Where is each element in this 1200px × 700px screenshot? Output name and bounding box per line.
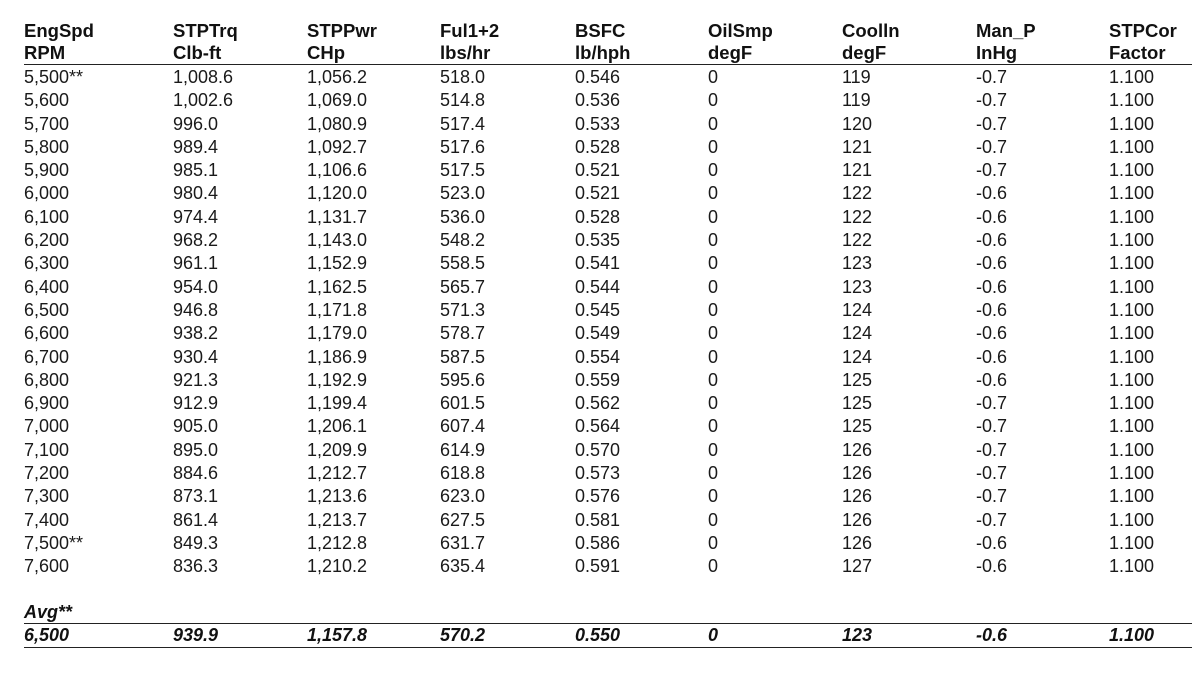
header-stptrq: STPTrq [173, 20, 238, 41]
table-cell: 6,400 [24, 276, 70, 297]
table-cell: 1.100 [1109, 276, 1155, 297]
unit-lbhph: lb/hph [575, 42, 631, 63]
table-cell: 921.3 [173, 369, 219, 390]
table-cell: 946.8 [173, 299, 219, 320]
table-cell: 1,212.7 [307, 463, 368, 484]
table-cell: 1.100 [1109, 393, 1155, 414]
table-cell: 514.8 [440, 90, 486, 111]
table-cell: 938.2 [173, 323, 219, 344]
table-row [24, 89, 1192, 112]
table-cell: 1.100 [1109, 253, 1155, 274]
table-row [24, 392, 1192, 415]
table-cell: 7,200 [24, 463, 70, 484]
table-cell: 6,100 [24, 206, 70, 227]
table-cell: -0.6 [976, 346, 1008, 367]
table-row [24, 439, 1192, 462]
table-cell: 0 [708, 346, 719, 367]
table-cell: 631.7 [440, 532, 486, 553]
table-cell: -0.6 [976, 276, 1008, 297]
table-cell: 121 [842, 160, 873, 181]
table-cell: 119 [842, 67, 871, 87]
table-cell: 126 [842, 463, 873, 484]
table-cell: 6,000 [24, 183, 70, 204]
table-cell: 124 [842, 323, 873, 344]
table-cell: 1,152.9 [307, 253, 368, 274]
table-cell: 119 [842, 90, 871, 111]
unit-rpm: RPM [24, 42, 66, 63]
header-bsfc: BSFC [575, 20, 626, 41]
table-cell: 558.5 [440, 253, 486, 274]
table-cell: 126 [842, 532, 873, 553]
table-row [24, 462, 1192, 485]
avg-cell: 939.9 [173, 624, 219, 645]
dyno-data-table [24, 20, 1192, 648]
table-cell: 1,192.9 [307, 369, 368, 390]
avg-cell: 123 [842, 624, 873, 645]
table-cell: 126 [842, 486, 873, 507]
table-cell: 5,900 [24, 160, 70, 181]
table-cell: -0.7 [976, 67, 1008, 87]
table-cell: 0.581 [575, 509, 621, 530]
table-cell: 0 [708, 416, 719, 437]
table-cell: 989.4 [173, 136, 219, 157]
table-cell: 7,300 [24, 486, 70, 507]
table-cell: 5,500** [24, 67, 84, 87]
table-cell: 0.549 [575, 323, 621, 344]
header-ful12: Ful1+2 [440, 20, 500, 41]
table-cell: 0.541 [575, 253, 621, 274]
table-cell: 1.100 [1109, 416, 1155, 437]
table-cell: 0.533 [575, 113, 621, 134]
table-cell: 6,700 [24, 346, 70, 367]
unit-inhg: InHg [976, 42, 1018, 63]
table-cell: 1.100 [1109, 486, 1155, 507]
table-row [24, 66, 1192, 89]
table-cell: -0.7 [976, 113, 1008, 134]
table-cell: 6,900 [24, 393, 70, 414]
table-cell: 0.536 [575, 90, 621, 111]
table-cell: 1,106.6 [307, 160, 368, 181]
table-cell: -0.6 [976, 183, 1008, 204]
table-cell: 578.7 [440, 323, 486, 344]
table-cell: 6,800 [24, 369, 70, 390]
table-cell: 0 [708, 276, 719, 297]
table-cell: 1,171.8 [307, 299, 368, 320]
avg-cell: 1.100 [1109, 624, 1155, 645]
table-cell: 1.100 [1109, 346, 1155, 367]
table-row [24, 113, 1192, 136]
table-cell: 523.0 [440, 183, 486, 204]
table-cell: 1,212.8 [307, 532, 368, 553]
table-cell: 607.4 [440, 416, 486, 437]
header-manp: Man_P [976, 20, 1036, 41]
table-cell: 0.544 [575, 276, 621, 297]
table-cell: -0.7 [976, 160, 1008, 181]
table-cell: 1.100 [1109, 369, 1155, 390]
table-cell: 1.100 [1109, 299, 1155, 320]
table-cell: 5,700 [24, 113, 70, 134]
table-cell: 517.4 [440, 113, 486, 134]
table-cell: 0.559 [575, 369, 621, 390]
table-cell: 0.562 [575, 393, 621, 414]
table-cell: -0.6 [976, 230, 1008, 251]
table-cell: 1.100 [1109, 439, 1155, 460]
table-cell: 0 [708, 113, 719, 134]
table-cell: 873.1 [173, 486, 219, 507]
table-cell: 5,800 [24, 136, 70, 157]
table-cell: 1.100 [1109, 532, 1155, 553]
table-cell: 618.8 [440, 463, 486, 484]
table-cell: 0.591 [575, 556, 621, 577]
header-stppwr: STPPwr [307, 20, 377, 41]
table-cell: -0.7 [976, 439, 1008, 460]
table-cell: 1.100 [1109, 67, 1155, 87]
table-cell: 1.100 [1109, 463, 1155, 484]
table-cell: 0 [708, 136, 719, 157]
table-cell: 996.0 [173, 113, 219, 134]
table-cell: 930.4 [173, 346, 219, 367]
table-cell: 1,213.7 [307, 509, 368, 530]
table-cell: 7,100 [24, 439, 70, 460]
table-cell: 0 [708, 253, 719, 274]
table-cell: 601.5 [440, 393, 486, 414]
avg-cell: 1,157.8 [307, 624, 368, 645]
table-cell: -0.6 [976, 299, 1008, 320]
table-cell: 968.2 [173, 230, 219, 251]
table-cell: 123 [842, 253, 873, 274]
table-cell: 125 [842, 416, 873, 437]
table-cell: 0 [708, 369, 719, 390]
table-cell: 0 [708, 230, 719, 251]
table-cell: 518.0 [440, 67, 486, 87]
table-cell: 912.9 [173, 393, 219, 414]
table-row [24, 136, 1192, 159]
table-cell: 1,199.4 [307, 393, 368, 414]
table-cell: 587.5 [440, 346, 486, 367]
table-cell: 125 [842, 393, 873, 414]
table-cell: 1,213.6 [307, 486, 368, 507]
table-cell: 627.5 [440, 509, 486, 530]
table-cell: 0 [708, 509, 719, 530]
table-cell: 1,162.5 [307, 276, 368, 297]
table-cell: 1,002.6 [173, 90, 234, 111]
table-cell: 121 [842, 136, 873, 157]
table-cell: 1.100 [1109, 509, 1155, 530]
table-cell: 0.573 [575, 463, 621, 484]
table-cell: 124 [842, 346, 873, 367]
table-row [24, 555, 1192, 578]
table-cell: -0.7 [976, 509, 1008, 530]
table-cell: 0 [708, 323, 719, 344]
unit-chp: CHp [307, 42, 346, 63]
unit-degf-cool: degF [842, 42, 887, 63]
table-cell: 635.4 [440, 556, 486, 577]
table-cell: 0 [708, 183, 719, 204]
table-cell: -0.6 [976, 323, 1008, 344]
table-row [24, 276, 1192, 299]
table-row [24, 159, 1192, 182]
table-row [24, 369, 1192, 392]
table-cell: 0.521 [575, 160, 621, 181]
table-cell: -0.7 [976, 136, 1008, 157]
table-row [24, 415, 1192, 438]
table-row [24, 252, 1192, 275]
table-cell: 126 [842, 509, 873, 530]
table-cell: 1.100 [1109, 113, 1155, 134]
table-cell: 861.4 [173, 509, 219, 530]
table-cell: 0 [708, 556, 719, 577]
table-cell: 571.3 [440, 299, 486, 320]
table-cell: 0 [708, 532, 719, 553]
table-cell: 1,210.2 [307, 556, 368, 577]
table-cell: 517.5 [440, 160, 486, 181]
table-cell: -0.6 [976, 532, 1008, 553]
table-cell: 595.6 [440, 369, 486, 390]
table-cell: -0.7 [976, 416, 1008, 437]
table-cell: 517.6 [440, 136, 486, 157]
table-row [24, 229, 1192, 252]
table-cell: -0.6 [976, 556, 1008, 577]
table-cell: 6,600 [24, 323, 70, 344]
unit-factor: Factor [1109, 42, 1166, 63]
table-cell: 905.0 [173, 416, 219, 437]
table-cell: 0 [708, 393, 719, 414]
table-cell: 1,092.7 [307, 136, 368, 157]
avg-row [24, 624, 1192, 648]
table-cell: 122 [842, 183, 873, 204]
table-cell: 884.6 [173, 463, 219, 484]
table-cell: 0.528 [575, 206, 621, 227]
avg-cell: 0.550 [575, 624, 621, 645]
table-cell: 127 [842, 556, 873, 577]
table-cell: 849.3 [173, 532, 219, 553]
avg-cell: 570.2 [440, 624, 486, 645]
unit-clbft: Clb-ft [173, 42, 222, 63]
table-cell: 125 [842, 369, 873, 390]
table-cell: -0.7 [976, 463, 1008, 484]
table-cell: 124 [842, 299, 873, 320]
avg-cell: -0.6 [976, 624, 1008, 645]
table-cell: -0.7 [976, 90, 1008, 111]
table-cell: 1,131.7 [307, 206, 368, 227]
table-cell: 0 [708, 439, 719, 460]
table-cell: 0.546 [575, 67, 621, 87]
table-cell: 1.100 [1109, 160, 1155, 181]
table-cell: 6,300 [24, 253, 70, 274]
table-row [24, 532, 1192, 555]
table-cell: -0.7 [976, 393, 1008, 414]
table-cell: 0.576 [575, 486, 621, 507]
table-cell: 1,008.6 [173, 67, 234, 87]
table-cell: 1.100 [1109, 183, 1155, 204]
table-cell: 1,080.9 [307, 113, 368, 134]
table-cell: 548.2 [440, 230, 486, 251]
table-cell: 895.0 [173, 439, 219, 460]
header-stpcor: STPCor [1109, 20, 1177, 41]
table-cell: 0.545 [575, 299, 621, 320]
table-cell: 7,400 [24, 509, 70, 530]
table-cell: 122 [842, 230, 873, 251]
table-cell: 5,600 [24, 90, 70, 111]
table-cell: 0.564 [575, 416, 621, 437]
table-cell: 1.100 [1109, 90, 1155, 111]
table-cell: 1.100 [1109, 136, 1155, 157]
table-cell: 1.100 [1109, 230, 1155, 251]
table-cell: 123 [842, 276, 873, 297]
table-cell: 0 [708, 206, 719, 227]
table-cell: 0.554 [575, 346, 621, 367]
table-row [24, 346, 1192, 369]
table-cell: 1,209.9 [307, 439, 368, 460]
header-row-units [24, 42, 1192, 65]
table-cell: -0.6 [976, 253, 1008, 274]
table-cell: -0.6 [976, 369, 1008, 390]
header-oilsmp: OilSmp [708, 20, 773, 41]
table-cell: 1,069.0 [307, 90, 368, 111]
header-coolln: Coolln [842, 20, 900, 41]
table-cell: 1,143.0 [307, 230, 368, 251]
table-cell: 0 [708, 486, 719, 507]
avg-label: Avg** [24, 601, 73, 622]
table-cell: 565.7 [440, 276, 486, 297]
table-cell: 6,500 [24, 299, 70, 320]
table-cell: 974.4 [173, 206, 219, 227]
table-cell: 1,206.1 [307, 416, 368, 437]
table-cell: 1.100 [1109, 556, 1155, 577]
spacer [24, 579, 1192, 601]
unit-degf-oil: degF [708, 42, 753, 63]
table-cell: 0 [708, 299, 719, 320]
table-cell: 0.570 [575, 439, 621, 460]
avg-cell: 0 [708, 624, 719, 645]
table-cell: 7,600 [24, 556, 70, 577]
table-cell: 1,186.9 [307, 346, 368, 367]
table-cell: 623.0 [440, 486, 486, 507]
table-cell: 1,179.0 [307, 323, 368, 344]
table-cell: -0.7 [976, 486, 1008, 507]
table-cell: 0 [708, 90, 719, 111]
table-row [24, 206, 1192, 229]
table-cell: 961.1 [173, 253, 219, 274]
table-cell: 536.0 [440, 206, 486, 227]
avg-cell: 6,500 [24, 624, 70, 645]
avg-label-row [24, 601, 1192, 624]
table-cell: 1.100 [1109, 206, 1155, 227]
table-cell: 614.9 [440, 439, 486, 460]
unit-lbshr: lbs/hr [440, 42, 491, 63]
table-cell: 836.3 [173, 556, 219, 577]
table-cell: 7,500** [24, 532, 84, 553]
table-cell: 985.1 [173, 160, 219, 181]
table-cell: 0 [708, 67, 719, 87]
table-cell: -0.6 [976, 206, 1008, 227]
table-row [24, 299, 1192, 322]
table-cell: 7,000 [24, 416, 70, 437]
table-row [24, 509, 1192, 532]
table-cell: 0.528 [575, 136, 621, 157]
table-cell: 126 [842, 439, 873, 460]
table-cell: 0.535 [575, 230, 621, 251]
table-cell: 0.586 [575, 532, 621, 553]
table-cell: 6,200 [24, 230, 70, 251]
table-cell: 1,056.2 [307, 67, 368, 87]
table-row [24, 322, 1192, 345]
table-cell: 0 [708, 463, 719, 484]
table-cell: 1,120.0 [307, 183, 368, 204]
table-cell: 1.100 [1109, 323, 1155, 344]
table-row [24, 485, 1192, 508]
header-engspd: EngSpd [24, 20, 94, 41]
table-body [24, 66, 1192, 579]
table-cell: 980.4 [173, 183, 219, 204]
table-row [24, 182, 1192, 205]
header-row-names [24, 20, 1192, 42]
table-cell: 0.521 [575, 183, 621, 204]
table-cell: 0 [708, 160, 719, 181]
table-cell: 954.0 [173, 276, 219, 297]
table-cell: 120 [842, 113, 873, 134]
table-cell: 122 [842, 206, 873, 227]
